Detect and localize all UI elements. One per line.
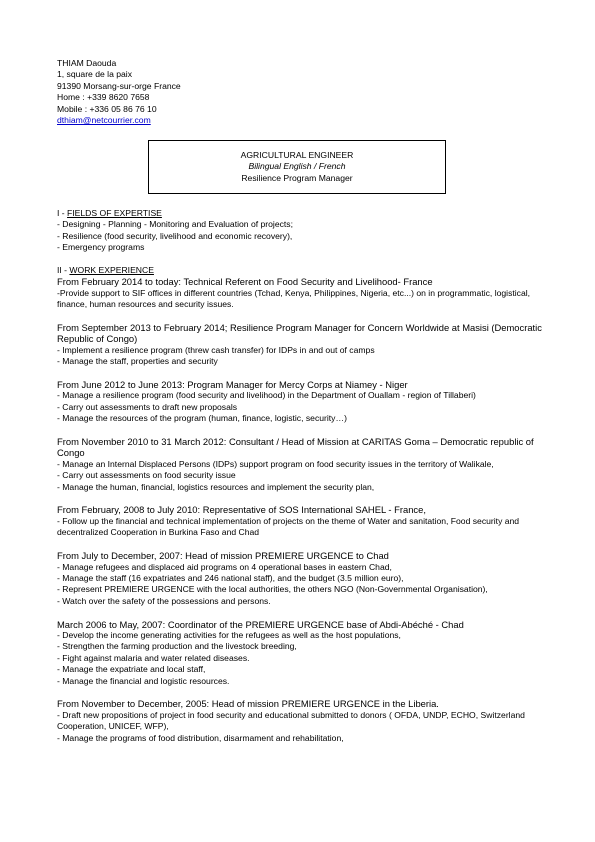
experience-block [57, 276, 543, 322]
experience-detail-line: - Manage the human, financial, logistics resources and implement the security plan, [57, 481, 375, 492]
title-box [148, 140, 446, 194]
experience-detail-line: - Manage the expatriate and local staff, [57, 664, 206, 675]
contact-home-phone: Home : +339 8620 7658 [57, 92, 150, 103]
experience-detail-line: - Watch over the safety of the possessions and persons. [57, 595, 271, 606]
experience-title: March 2006 to May, 2007: Coordinator of the PREMIERE URGENCE base of Abdi-Abéché - Chad [57, 618, 464, 630]
expertise-list [57, 219, 543, 253]
contact-name: THIAM Daouda [57, 58, 117, 68]
experience-detail-line: - Carry out assessments on food security issue [57, 470, 236, 481]
experience-detail-line: - Manage the staff, properties and security [57, 356, 218, 367]
expertise-heading-title: FIELDS OF EXPERTISE [67, 208, 162, 218]
contact-address-line2: 91390 Morsang-sur-orge France [57, 80, 181, 91]
experience-heading-prefix: II - [57, 265, 70, 276]
experience-detail-line: - Manage the resources of the program (human, finance, logistic, security…) [57, 413, 347, 424]
contact-block [57, 58, 357, 126]
experience-detail-line: - Manage an Internal Displaced Persons (IDPs) support program on food security issues in the territory of Walikale, [57, 458, 494, 469]
experience-block [57, 550, 543, 618]
experience-detail-line: - Manage refugees and displaced aid programs on 4 operational bases in eastern Chad, [57, 561, 392, 572]
expertise-heading-prefix: I - [57, 208, 68, 218]
title-profession: AGRICULTURAL ENGINEER [240, 150, 354, 160]
experience-detail-line: -Provide support to SIF offices in different countries (Tchad, Kenya, Philippines, Nigeria, etc...) on in programmatic, logistical, finance, human resources and security issues. [57, 287, 531, 310]
experience-detail-line: - Manage the financial and logistic resources. [57, 675, 230, 686]
experience-detail-line: - Manage the programs of food distribution, disarmament and rehabilitation, [57, 732, 344, 743]
experience-detail-line: - Manage a resilience program (food security and livelihood) in the Department of Ouallam - region of Tillaberi) [57, 390, 476, 401]
title-role: Resilience Program Manager [241, 172, 353, 183]
experience-heading [57, 265, 543, 276]
cv-body [57, 208, 543, 744]
experience-block [57, 379, 543, 436]
experience-title: From November to December, 2005: Head of mission PREMIERE URGENCE in the Liberia. [57, 698, 439, 710]
experience-title: From February, 2008 to July 2010: Representative of SOS International SAHEL - France, [57, 504, 426, 516]
experience-heading-title: WORK EXPERIENCE [69, 265, 154, 276]
experience-list [57, 276, 543, 744]
expertise-item: - Designing - Planning - Monitoring and Evaluation of projects; [57, 219, 293, 230]
contact-address-line1: 1, square de la paix [57, 69, 133, 80]
experience-detail-line: - Represent PREMIERE URGENCE with the local authorities, the others NGO (Non-Governmental Organisation), [57, 584, 488, 595]
experience-detail-line: - Strengthen the farming production and the livestock breeding, [57, 641, 297, 652]
experience-title: From November 2010 to 31 March 2012: Consultant / Head of Mission at CARITAS Goma – Democratic republic of Congo [57, 436, 534, 459]
experience-detail-line: - Fight against malaria and water related diseases. [57, 652, 250, 663]
experience-title: From February 2014 to today: Technical Referent on Food Security and Livelihood- France [57, 276, 433, 288]
expertise-item: - Resilience (food security, livelihood and economic recovery), [57, 230, 293, 241]
experience-block [57, 322, 543, 379]
experience-title: From September 2013 to February 2014; Resilience Program Manager for Concern Worldwide at Masisi (Democratic Republic of Congo) [57, 322, 542, 345]
experience-block [57, 698, 543, 744]
experience-detail-line: - Implement a resilience program (threw cash transfer) for IDPs in and out of camps [57, 344, 375, 355]
expertise-heading [57, 208, 543, 219]
contact-email-link[interactable]: dthiam@netcourrier.com [57, 115, 151, 126]
contact-mobile-phone: Mobile : +336 05 86 76 10 [57, 103, 157, 114]
experience-detail-line: - Follow up the financial and technical implementation of projects on the theme of Water and sanitation, Food security and decentralized Cooperation in Burkina Faso and Chad [57, 515, 520, 538]
experience-detail-line: - Carry out assessments to draft new proposals [57, 401, 238, 412]
experience-block [57, 504, 543, 550]
experience-detail-line: - Manage the staff (16 expatriates and 246 national staff), and the budget (3.5 million euro), [57, 572, 404, 583]
experience-block [57, 436, 543, 504]
experience-detail-line: - Develop the income generating activities for the refugees as well as the host populations, [57, 629, 401, 640]
experience-title: From July to December, 2007: Head of mission PREMIERE URGENCE to Chad [57, 550, 389, 562]
experience-block [57, 619, 543, 699]
title-languages: Bilingual English / French [248, 161, 346, 172]
experience-title: From June 2012 to June 2013: Program Manager for Mercy Corps at Niamey - Niger [57, 379, 408, 391]
expertise-item: - Emergency programs [57, 242, 145, 253]
experience-detail-line: - Draft new propositions of project in food security and educational submitted to donors ( OFDA, UNDP, ECHO, Switzerland Cooperation, UNICEF, WFP), [57, 709, 525, 732]
